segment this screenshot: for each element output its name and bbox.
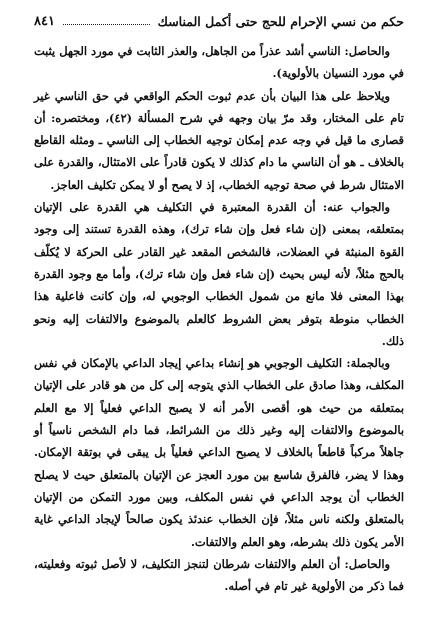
paragraph: والحاصل: الناسي أشد عذراً من الجاهل، والعذر الثابت في مورد الجهل يثبت في مورد النسيان بالأولوية). bbox=[34, 44, 404, 81]
paragraph: ويلاحظ على هذا البيان بأن عدم ثبوت الحكم الواقعي في حق الناسي غير تام على المختار، وقد مرّ بيان وجهه في شرح المسألة (٤٢)، ومختصره: أن قصارى ما قيل في وجه عدم إمكان توجيه الخطاب إلى الناسي ـ ومثله القاطع بالخلاف ـ هو أن الناسي ما دام كذلك لا يكون قادراً على الامتثال، والقدرة على الامتثال شرط في صحة توجيه الخطاب، إذ لا يصح أو لا يمكن تكليف العاجز. bbox=[34, 88, 404, 192]
body-text bbox=[34, 40, 404, 597]
header-title: حكم من نسي الإحرام للحج حتى أكمل المناسك bbox=[157, 13, 404, 29]
page-number: ٨٤١ bbox=[34, 13, 55, 29]
running-header bbox=[34, 10, 404, 32]
paragraph: والحاصل: أن العلم والالتفات شرطان لتنجز التكليف، لا لأصل ثبوته وفعليته، فما ذكر من الأولوية غير تام في أصله. bbox=[34, 556, 404, 594]
paragraph: وبالجملة: التكليف الوجوبي هو إنشاء بداعي إيجاد الداعي بالإمكان في نفس المكلف، وهذا صادق على الخطاب الذي يتوجه إلى كل من هو قادر على الإتيان بمتعلقه من حيث هو، أقصى الأمر أنه لا يصبح الداعي فعلياً إلا مع العلم بالموضوع والالتفات إليه وغير ذلك من الشرائط، فما دام الشخص ناسياً أو جاهلاً مركباً قاطعاً بالخلاف لا يصبح الداعي فعلياً بل يبقى في بوتقة الإمكان. وهذا لا يضر، فالفرق شاسع بين مورد العجز عن الإتيان بالمتعلق حيث لا يصلح الخطاب أن يوجد الداعي في نفس المكلف، وبين مورد التمكن من الإتيان بالمتعلق ولكنه ناس مثلاً، فإن الخطاب عندئذ يكون صالحاً لإيجاد الداعي غاية الأمر يكون ذلك بشرطه، وهو العلم والالتفات. bbox=[34, 356, 405, 549]
paragraph: والجواب عنه: أن القدرة المعتبرة في التكليف هي القدرة على الإتيان بمتعلقه، بمعنى (إن شاء فعل وإن شاء ترك)، وهذه القدرة تستند إلى وجود القوة المنبثة في العضلات، فالشخص المقعد غير القادر على الحركة لا يُكلّف بالحج مثلاً، لأنه ليس بحيث (إن شاء فعل وإن شاء ترك)، وأما مع وجود القدرة بهذا المعنى فلا مانع من شمول الخطاب الوجوبي له، وإن كانت فاعلية هذا الخطاب منوطة بتوفر بعض الشروط كالعلم بالموضوع والالتفات إليه ونحو ذلك. bbox=[34, 200, 404, 348]
header-dot-leader bbox=[63, 24, 150, 25]
